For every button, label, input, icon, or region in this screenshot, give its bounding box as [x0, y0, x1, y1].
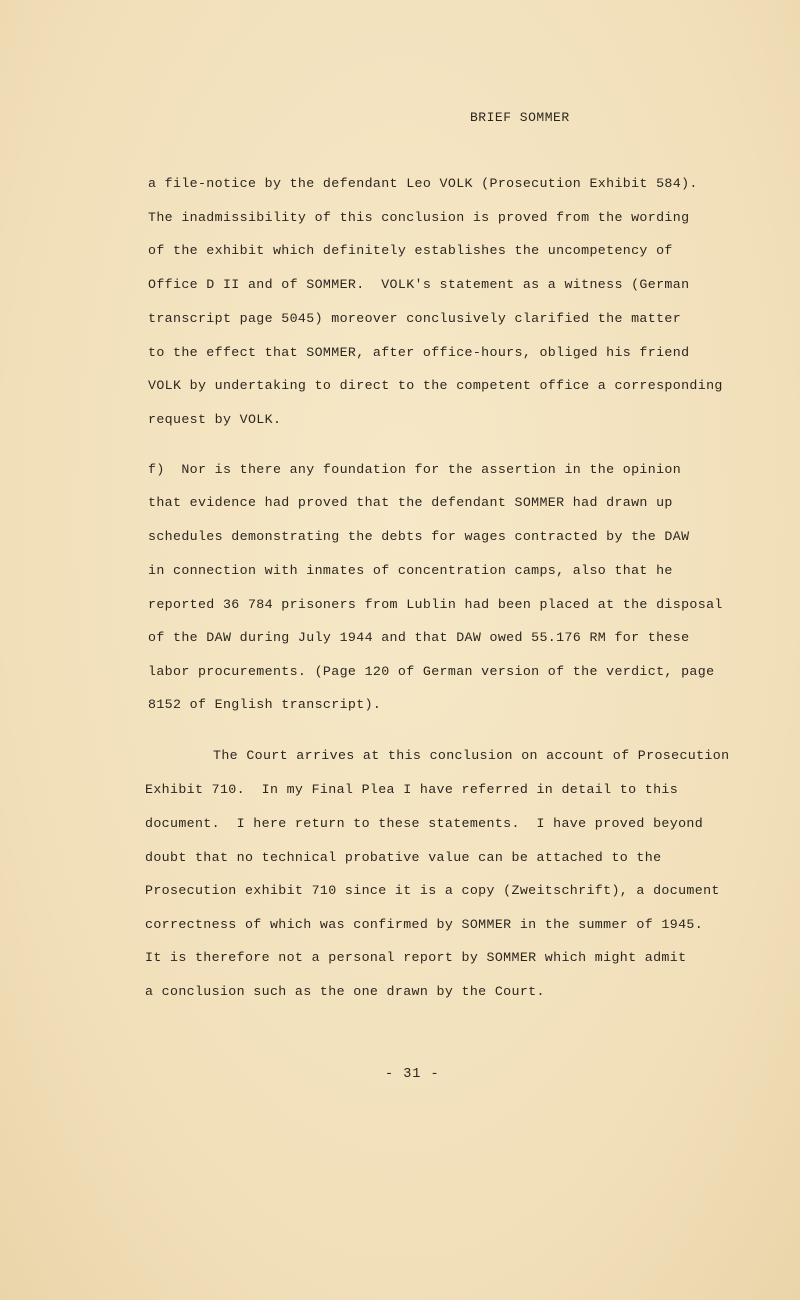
text-line: The Court arrives at this conclusion on account of Prosecution — [213, 748, 730, 763]
text-line: transcript page 5045) moreover conclusively clarified the matter — [148, 311, 682, 326]
text-line: a file-notice by the defendant Leo VOLK (Prosecution Exhibit 584). — [148, 176, 698, 191]
text-line: Prosecution exhibit 710 since it is a copy (Zweitschrift), a document — [145, 883, 720, 898]
text-line: schedules demonstrating the debts for wages contracted by the DAW — [148, 529, 690, 544]
text-line: doubt that no technical probative value can be attached to the — [145, 850, 662, 865]
text-line: of the exhibit which definitely establishes the uncompetency of — [148, 243, 673, 258]
text-line: correctness of which was confirmed by SOMMER in the summer of 1945. — [145, 917, 704, 932]
text-line: document. I here return to these statements. I have proved beyond — [145, 816, 704, 831]
text-line: of the DAW during July 1944 and that DAW owed 55.176 RM for these — [148, 630, 690, 645]
text-line: It is therefore not a personal report by SOMMER which might admit — [145, 950, 687, 965]
text-line: to the effect that SOMMER, after office-hours, obliged his friend — [148, 345, 690, 360]
text-line: VOLK by undertaking to direct to the competent office a corresponding — [148, 378, 723, 393]
text-line: f) Nor is there any foundation for the assertion in the opinion — [148, 462, 682, 477]
text-line: labor procurements. (Page 120 of German version of the verdict, page — [148, 664, 715, 679]
page-number: - 31 - — [385, 1067, 440, 1082]
text-line: reported 36 784 prisoners from Lublin had been placed at the disposal — [148, 597, 723, 612]
text-line: that evidence had proved that the defendant SOMMER had drawn up — [148, 495, 673, 510]
text-line: in connection with inmates of concentration camps, also that he — [148, 563, 673, 578]
text-line: 8152 of English transcript). — [148, 697, 382, 712]
text-line: The inadmissibility of this conclusion is proved from the wording — [148, 210, 690, 225]
text-line: Exhibit 710. In my Final Plea I have referred in detail to this — [145, 782, 679, 797]
text-line: request by VOLK. — [148, 412, 282, 427]
text-line: Office D II and of SOMMER. VOLK's statement as a witness (German — [148, 277, 690, 292]
text-line: a conclusion such as the one drawn by the Court. — [145, 984, 545, 999]
page-header: BRIEF SOMMER — [470, 110, 570, 125]
